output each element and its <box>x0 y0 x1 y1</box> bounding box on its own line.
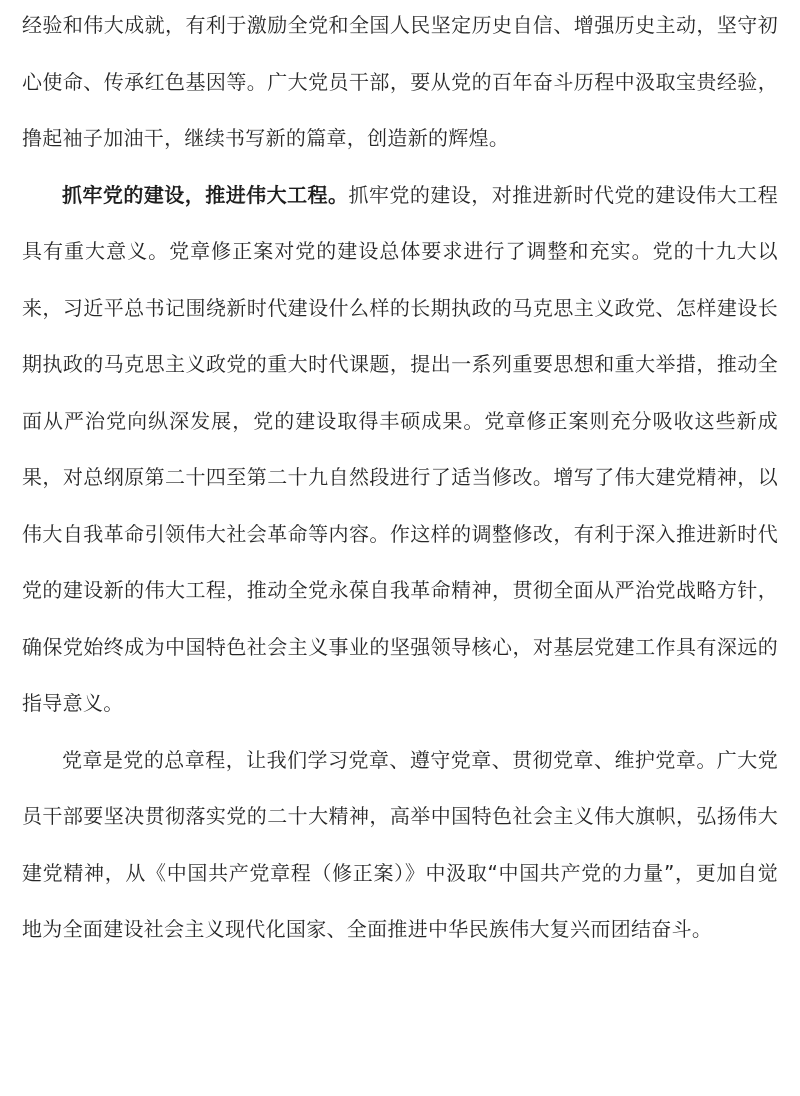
paragraph-text: 抓牢党的建设，对推进新时代党的建设伟大工程具有重大意义。党章修正案对党的建设总体要求进行了调整和充实。党的十九大以来，习近平总书记围绕新时代建设什么样的长期执政的马克思主义政党、怎样建设长期执政的马克思主义政党的重大时代课题，提出一系列重要思想和重大举措，推动全面从严治党向纵深发展，党的建设取得丰硕成果。党章修正案则充分吸收这些新成果，对总纲原第二十四至第二十九自然段进行了适当修改。增写了伟大建党精神，以伟大自我革命引领伟大社会革命等内容。作这样的调整修改，有利于深入推进新时代党的建设新的伟大工程，推动全党永葆自我革命精神，贯彻全面从严治党战略方针，确保党始终成为中国特色社会主义事业的坚强领导核心，对基层党建工作具有深远的指导意义。 <box>22 182 778 715</box>
paragraph-conclusion <box>22 732 778 958</box>
paragraph-lead-heading: 抓牢党的建设，推进伟大工程。 <box>62 182 349 207</box>
paragraph-text: 经验和伟大成就，有利于激励全党和全国人民坚定历史自信、增强历史主动，坚守初心使命、传承红色基因等。广大党员干部，要从党的百年奋斗历程中汲取宝贵经验，撸起袖子加油干，继续书写新的篇章，创造新的辉煌。 <box>22 13 778 150</box>
paragraph-party-building <box>22 167 778 732</box>
paragraph-text: 党章是党的总章程，让我们学习党章、遵守党章、贯彻党章、维护党章。广大党员干部要坚决贯彻落实党的二十大精神，高举中国特色社会主义伟大旗帜，弘扬伟大建党精神，从《中国共产党章程（修正案）》中汲取“中国共产党的力量”，更加自觉地为全面建设社会主义现代化国家、全面推进中华民族伟大复兴而团结奋斗。 <box>22 747 778 941</box>
paragraph-continuation <box>22 0 778 167</box>
